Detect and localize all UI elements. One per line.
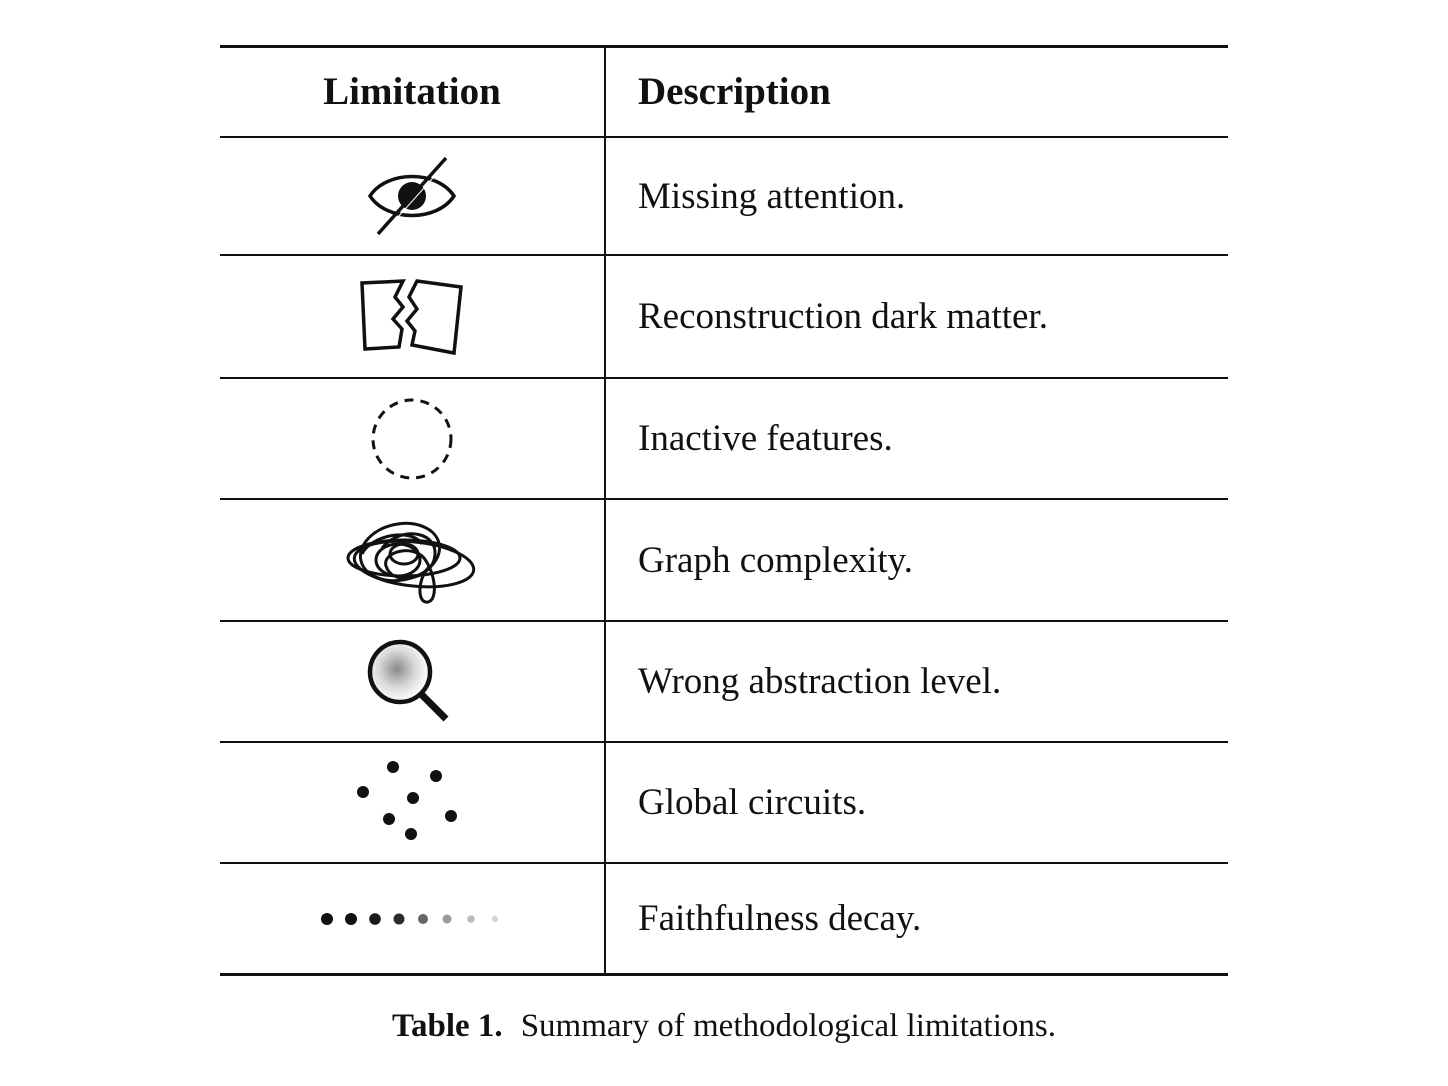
blurry-magnifier-icon [362,637,462,727]
row-description: Reconstruction dark matter. [638,296,1048,337]
eye-slash-icon [362,154,462,238]
row-description: Missing attention. [638,175,906,217]
table-row [220,379,1228,500]
header-limitation: Limitation [323,70,501,113]
scattered-dots-icon [357,761,467,845]
table-row [220,500,1228,622]
row-description: Global circuits. [638,782,867,823]
table-header-row [220,48,1228,138]
table-caption [0,1008,1448,1045]
table-row [220,256,1228,379]
tangled-scribble-icon [342,514,482,606]
header-description: Description [638,70,831,113]
table-bottom-rule [220,973,1228,976]
caption-text: Summary of methodological limitations. [520,1008,1056,1044]
torn-paper-icon [357,277,467,357]
row-description: Wrong abstraction level. [638,661,1002,702]
caption-label: Table 1. [392,1008,503,1044]
row-description: Graph complexity. [638,539,914,581]
table-row [220,622,1228,743]
table-row [220,864,1228,973]
dashed-circle-icon [367,394,457,484]
row-description: Faithfulness decay. [638,898,922,939]
row-description: Inactive features. [638,418,893,459]
table-row [220,138,1228,256]
fading-dots-icon [320,909,504,929]
table-row [220,743,1228,864]
